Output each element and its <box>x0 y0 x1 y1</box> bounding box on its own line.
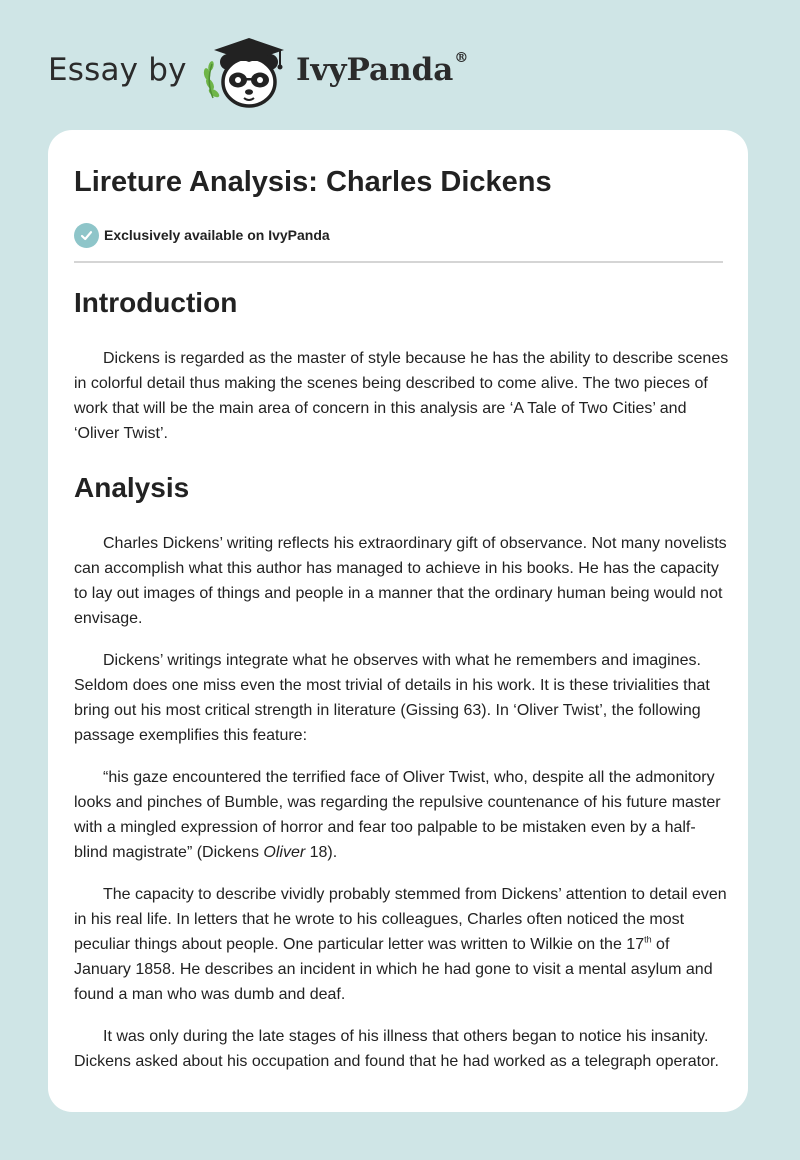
laurel-leaves-icon <box>203 61 221 99</box>
divider <box>74 261 723 263</box>
panda-logo-icon <box>200 36 292 112</box>
paragraph: Dickens is regarded as the master of style because he has the ability to describe scenes in colorful detail thus making the scenes being described to come alive. The two pieces of work that will be the main area of concern in this analysis are ‘A Tale of Two Cities’ and ‘Oliver Twist’. <box>74 350 729 442</box>
essay-body <box>74 278 729 1091</box>
check-circle-icon <box>74 223 99 248</box>
page-title: Lireture Analysis: Charles Dickens <box>74 166 552 198</box>
paragraph: It was only during the late stages of his illness that others began to notice his insanity. Dickens asked about his occupation and found that he had worked as a telegraph operator. <box>74 1028 719 1070</box>
section-heading-introduction: Introduction <box>74 287 238 318</box>
section-heading-analysis: Analysis <box>74 472 190 503</box>
exclusive-badge <box>74 222 330 248</box>
badge-label: Exclusively available on IvyPanda <box>104 227 330 243</box>
essay-card <box>48 130 748 1112</box>
book-title-italic: Oliver <box>263 844 306 861</box>
paragraph: Charles Dickens’ writing reflects his extraordinary gift of observance. Not many novelists can accomplish what this author has managed to achieve in his books. He has the capacity to lay out images of things and people in a manner that the ordinary human being would not envisage. <box>74 535 727 627</box>
brand-name: IvyPanda® <box>296 50 469 88</box>
ordinal-suffix: th <box>644 934 652 945</box>
letter-paragraph: The capacity to describe vividly probably stemmed from Dickens’ attention to detail even in his real life. In letters that he wrote to his colleagues, Charles often noticed the most peculiar things about people. One particular letter was written to Wilkie on the 17th of January 1858. He describes an incident in which he had gone to visit a mental asylum and found a man who was dumb and deaf. <box>74 886 727 1003</box>
brand-prefix: Essay by <box>48 52 187 88</box>
paragraph: Dickens’ writings integrate what he observes with what he remembers and imagines. Seldom does one miss even the most trivial of details in his work. It is these trivialities that bring out his most critical strength in literature (Gissing 63). In ‘Oliver Twist’, the following passage exemplifies this feature: <box>74 652 710 744</box>
quote-paragraph: “his gaze encountered the terrified face of Oliver Twist, who, despite all the admonitory looks and pinches of Bumble, was regarding the repulsive countenance of his future master with a mingled expression of horror and fear too palpable to be mistaken even by a half-blind magistrate” (Dickens Oliver 18). <box>74 769 721 861</box>
registered-mark: ® <box>454 50 469 66</box>
brand-header <box>48 34 488 114</box>
